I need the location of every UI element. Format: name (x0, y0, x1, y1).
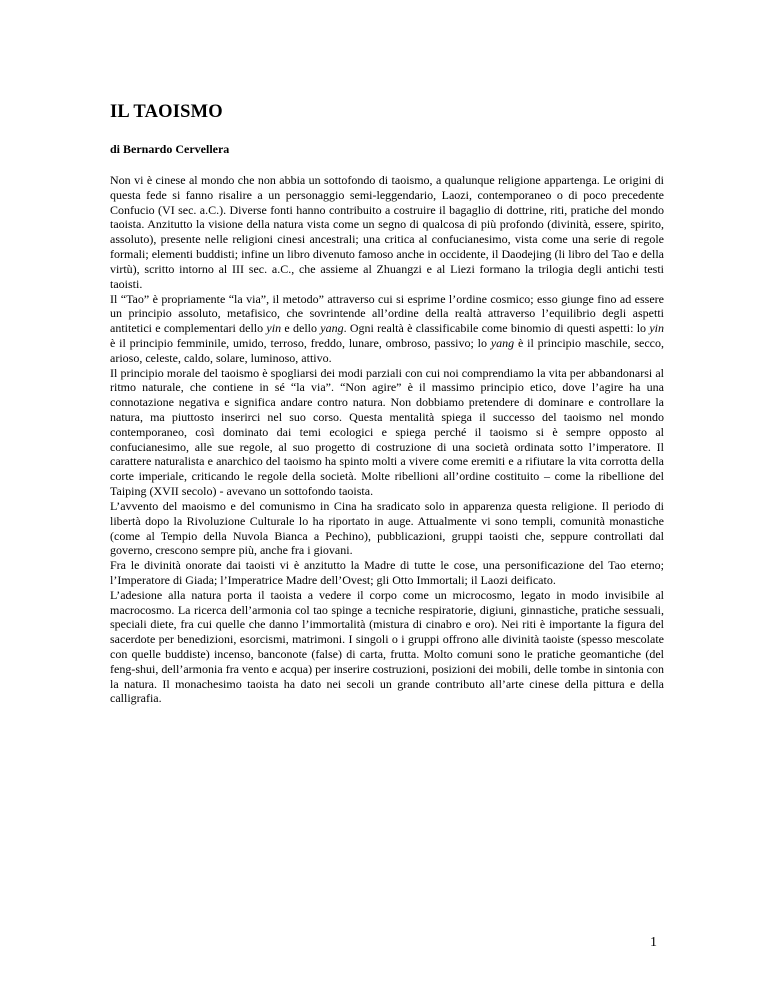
paragraph-maoism: L’avvento del maoismo e del comunismo in Cina ha sradicato solo in apparenza questa religione. Il periodo di libertà dopo la Rivoluzione Culturale lo ha riportato in auge. Attualmente vi sono templi, comunità monastiche (come al Tempio della Nuvola Bianca a Pechino), pubblicazioni, gruppi taoisti che, seppure controllati dal governo, crescono sempre più, anche fra i giovani. (110, 498, 664, 558)
document-title: IL TAOISMO (110, 102, 223, 122)
paragraph-moral-principle: Il principio morale del taoismo è spogliarsi dei modi parziali con cui noi comprendiamo la vita per abbandonarsi al ritmo naturale, che contiene in sé “la via”. “Non agire” è il massimo principio etico, dove l’agire ha una connotazione negativa e significa andare contro natura. Non dobbiamo pretendere di dominare e controllare la natura, ma piuttosto inserirci nel suo corso. Questa mentalità spiega il successo del taoismo nel mondo contemporaneo, così dominato dai temi ecologici e spiega perché il taoismo si è sempre opposto al confucianesimo, alle sue regole, al suo progetto di costruzione di una società ordinata sotto l’imperatore. Il carattere naturalista e anarchico del taoismo ha spinto molti a vivere come eremiti e a rifiutare la vita corrotta della corte imperiale, criticando le regole della società. Molte ribellioni all’ordine costituito – come la ribellione del Taiping (XVII secolo) - avevano un sottofondo taoista. (110, 365, 664, 499)
text-span: Il “Tao” è propriamente “la via”, il metodo” attraverso cui si esprime l’ordine cosmico; esso giunge fino ad essere un principio assoluto, metafisico, che sovrintende all’ordine della realtà attraverso l’equilibrio degli aspetti antitetici e complementari dello (110, 291, 664, 336)
text-span: e dello (281, 321, 321, 336)
text-span: è il principio maschile, secco, arioso, celeste, caldo, solare, luminoso, attivo. (110, 335, 664, 365)
author-line: di Bernardo Cervellera (110, 142, 230, 156)
body-text (110, 173, 664, 706)
paragraph-origins: Non vi è cinese al mondo che non abbia un sottofondo di taoismo, a qualunque religione appartenga. Le origini di questa fede si fanno risalire a un personaggio semi-leggendario, Laozi, contemporaneo o di poco precedente Confucio (VI sec. a.C.). Diverse fonti hanno contribuito a costruire il bagaglio di dottrine, riti, pratiche del mondo taoista. Anzitutto la visione della natura vista come un segno di qualcosa di più profondo (divinità, essere, spirito, assoluto), presente nelle religioni cinesi ancestrali; una critica al confucianesimo, vista come una serie di regole formali; elementi buddisti; infine un libro divenuto famoso anche in occidente, il Daodejing (li libro del Tao e della virtù), scritto intorno al III sec. a.C., che assieme al Zhuangzi e al Liezi formano la trilogia degli antichi testi taoisti. (110, 173, 664, 291)
text-span: . Ogni realtà è classificabile come binomio di questi aspetti: lo (343, 321, 650, 336)
paragraph-tao-definition (110, 292, 664, 366)
page-number: 1 (650, 935, 657, 950)
term-yang: yang (320, 321, 344, 336)
term-yang: yang (490, 335, 515, 350)
text-span: è il principio femminile, umido, terroso, freddo, lunare, ombroso, passivo; lo (110, 335, 491, 350)
paragraph-divinities: Fra le divinità onorate dai taoisti vi è anzitutto la Madre di tutte le cose, una personificazione del Tao eterno; l’Imperatore di Giada; l’Imperatrice Madre dell’Ovest; gli Otto Immortali; il Laozi deificato. (110, 558, 664, 587)
term-yin: yin (649, 321, 664, 336)
paragraph-practices: L’adesione alla natura porta il taoista a vedere il corpo come un microcosmo, legato in modo invisibile al macrocosmo. La ricerca dell’armonia col tao spinge a tecniche respiratorie, digiuni, ginnastiche, pratiche sessuali, speciali diete, fra cui quelle che danno l’immortalità (mistura di cinabro e oro). Nei riti è importante la figura del sacerdote per benedizioni, esorcismi, matrimoni. I singoli o i gruppi offrono alle divinità taoiste (spesso mescolate con quelle buddiste) incenso, banconote (false) di carta, frutta. Molto comuni sono le pratiche geomantiche (del feng-shui, dell’armonia fra vento e acqua) per inserire costruzioni, posizioni dei mobili, delle tombe in sintonia con la natura. Il monachesimo taoista ha dato nei secoli un grande contributo all’arte cinese della pittura e della calligrafia. (110, 587, 664, 706)
term-yin: yin (266, 321, 282, 336)
